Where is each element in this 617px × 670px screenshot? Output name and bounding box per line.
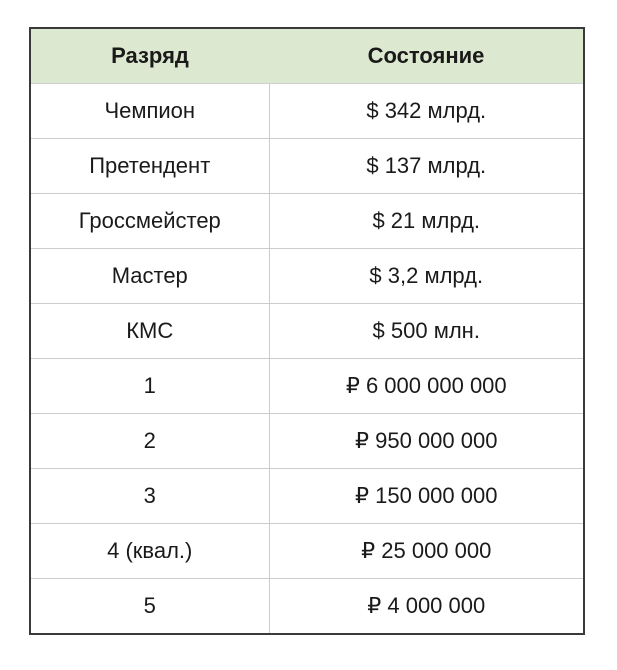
rank-wealth-table [31, 29, 583, 633]
table-header [31, 29, 583, 83]
cell-rank: 3 [31, 468, 269, 523]
header-wealth: Состояние [269, 29, 583, 83]
cell-rank: Чемпион [31, 83, 269, 138]
table-row [31, 468, 583, 523]
cell-rank: 2 [31, 413, 269, 468]
table-row [31, 413, 583, 468]
header-row [31, 29, 583, 83]
cell-wealth: $ 3,2 млрд. [269, 248, 583, 303]
table-row [31, 578, 583, 633]
table-row [31, 303, 583, 358]
cell-wealth: ₽ 150 000 000 [269, 468, 583, 523]
cell-wealth: $ 137 млрд. [269, 138, 583, 193]
cell-wealth: ₽ 6 000 000 000 [269, 358, 583, 413]
table-row [31, 138, 583, 193]
cell-rank: 4 (квал.) [31, 523, 269, 578]
cell-rank: Претендент [31, 138, 269, 193]
table-row [31, 523, 583, 578]
rank-wealth-table-container [29, 27, 585, 635]
cell-wealth: ₽ 4 000 000 [269, 578, 583, 633]
cell-rank: 1 [31, 358, 269, 413]
cell-rank: КМС [31, 303, 269, 358]
cell-wealth: $ 500 млн. [269, 303, 583, 358]
cell-rank: 5 [31, 578, 269, 633]
table-row [31, 358, 583, 413]
cell-wealth: ₽ 25 000 000 [269, 523, 583, 578]
header-rank: Разряд [31, 29, 269, 83]
cell-wealth: $ 342 млрд. [366, 97, 487, 123]
table-row [31, 193, 583, 248]
cell-rank: Гроссмейстер [31, 193, 269, 248]
cell-wealth: ₽ 950 000 000 [269, 413, 583, 468]
table-row [31, 83, 583, 138]
table-body [31, 83, 583, 633]
cell-wealth: $ 21 млрд. [269, 193, 583, 248]
table-row [31, 248, 583, 303]
cell-rank: Мастер [31, 248, 269, 303]
